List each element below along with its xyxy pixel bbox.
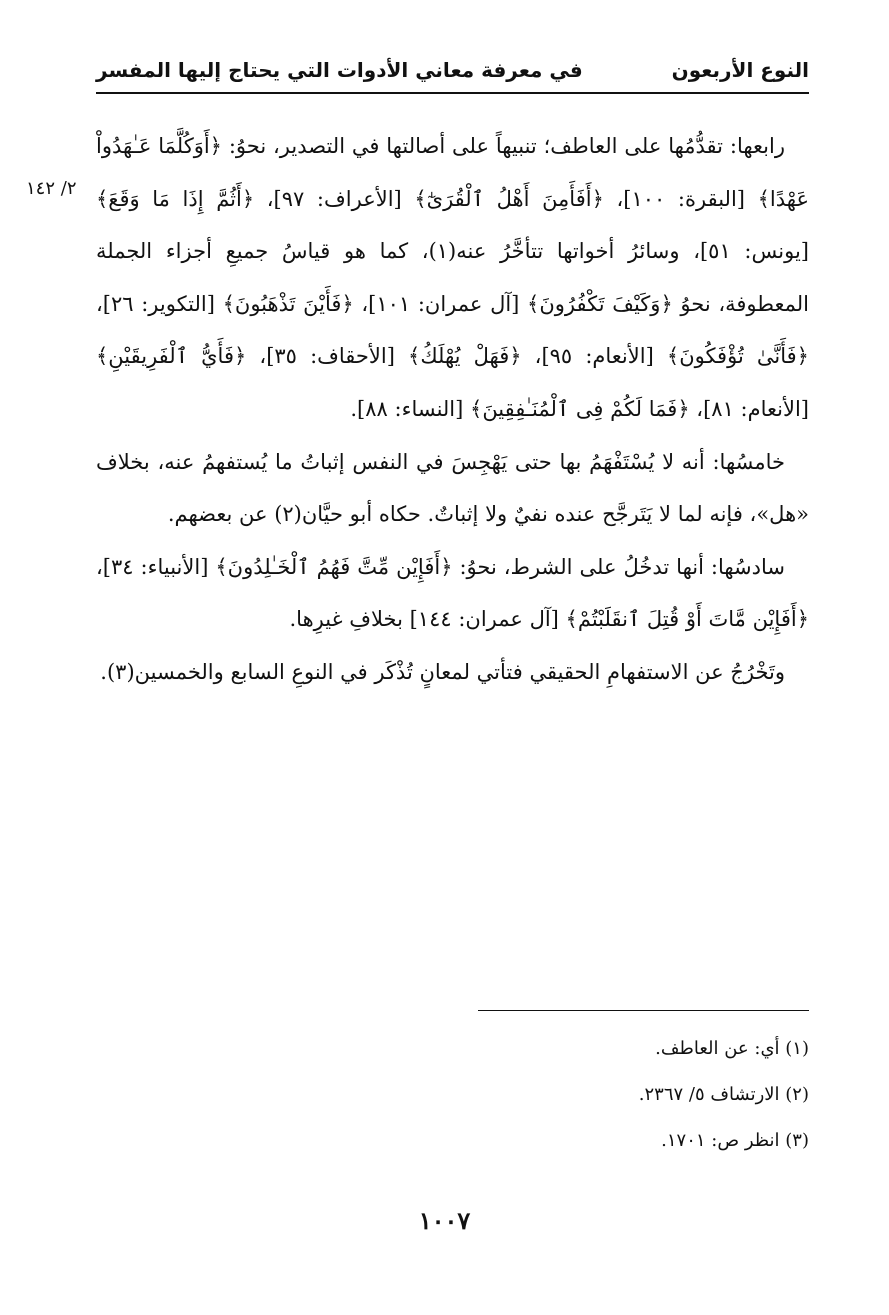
footnote-2: (٢) الارتشاف ٥/ ٢٣٦٧.	[638, 1084, 809, 1105]
chapter-title: النوع الأربعون	[671, 58, 809, 82]
paragraph-fifth: خامسُها: أنه لا يُسْتَفْهَمُ بها حتى يَهْجِسَ في النفس إثباتُ ما يُستفهمُ عنه، بخلاف «هل»، فإنه لما لا يَتَرجَّح عنده نفيٌ ولا إثباتٌ. حكاه أبو حيَّان(٢) عن بعضهم.	[96, 449, 809, 527]
running-header	[96, 52, 809, 92]
paragraph-sixth: سادسُها: أنها تدخُلُ على الشرط، نحوُ: ﴿أَفَإِيْن مِّتَّ فَهُمُ ٱلْخَـٰلِدُونَ﴾ [الأنبياء: ٣٤]، ﴿أَفَإِيْن مَّاتَ أَوْ قُتِلَ ٱنقَلَبْتُمْ﴾ [آل عمران: ١٤٤] بخلافِ غيرِها.	[96, 554, 809, 632]
paragraph-closing: وتَخْرُجُ عن الاستفهامِ الحقيقي فتأتي لمعانٍ تُذْكَر في النوعِ السابع والخمسين(٣).	[100, 659, 785, 684]
main-text	[96, 120, 809, 699]
footnote-1: (١) أي: عن العاطف.	[655, 1038, 809, 1059]
paragraph-fourth: رابعها: تقدُّمُها على العاطف؛ تنبيهاً على أصالتها في التصدير، نحوُ: ﴿أَوَكُلَّمَا عَـٰهَدُواْ عَهْدًا﴾ [البقرة: ١٠٠]، ﴿أَفَأَمِنَ أَهْلُ ٱلْقُرَىٰٓ﴾ [الأعراف: ٩٧]، ﴿أَثُمَّ إِذَا مَا وَقَعَ﴾ [يونس: ٥١]، وسائرُ أخواتها تتأخَّرُ عنه(١)، كما هو قياسُ جميعِ أجزاء الجملة المعطوفة، نحوُ ﴿وَكَيْفَ تَكْفُرُونَ﴾ [آل عمران: ١٠١]، ﴿فَأَيْنَ تَذْهَبُونَ﴾ [التكوير: ٢٦]، ﴿فَأَنَّىٰ تُؤْفَكُونَ﴾ [الأنعام: ٩٥]، ﴿فَهَلْ يُهْلَكُ﴾ [الأحقاف: ٣٥]، ﴿فَأَيُّ ٱلْفَرِيقَيْنِ﴾ [الأنعام: ٨١]، ﴿فَمَا لَكُمْ فِى ٱلْمُنَـٰفِقِينَ﴾ [النساء: ٨٨].	[96, 134, 809, 421]
footnotes	[96, 1026, 809, 1164]
header-divider	[96, 92, 809, 94]
footnote-divider	[478, 1010, 809, 1011]
footnote-3: (٣) انظر ص: ١٧٠١.	[661, 1130, 809, 1151]
section-title: في معرفة معاني الأدوات التي يحتاج إليها المفسر	[96, 58, 583, 82]
page-number: ١٠٠٧	[418, 1206, 471, 1235]
margin-reference: ٢/ ١٤٢	[26, 178, 77, 199]
